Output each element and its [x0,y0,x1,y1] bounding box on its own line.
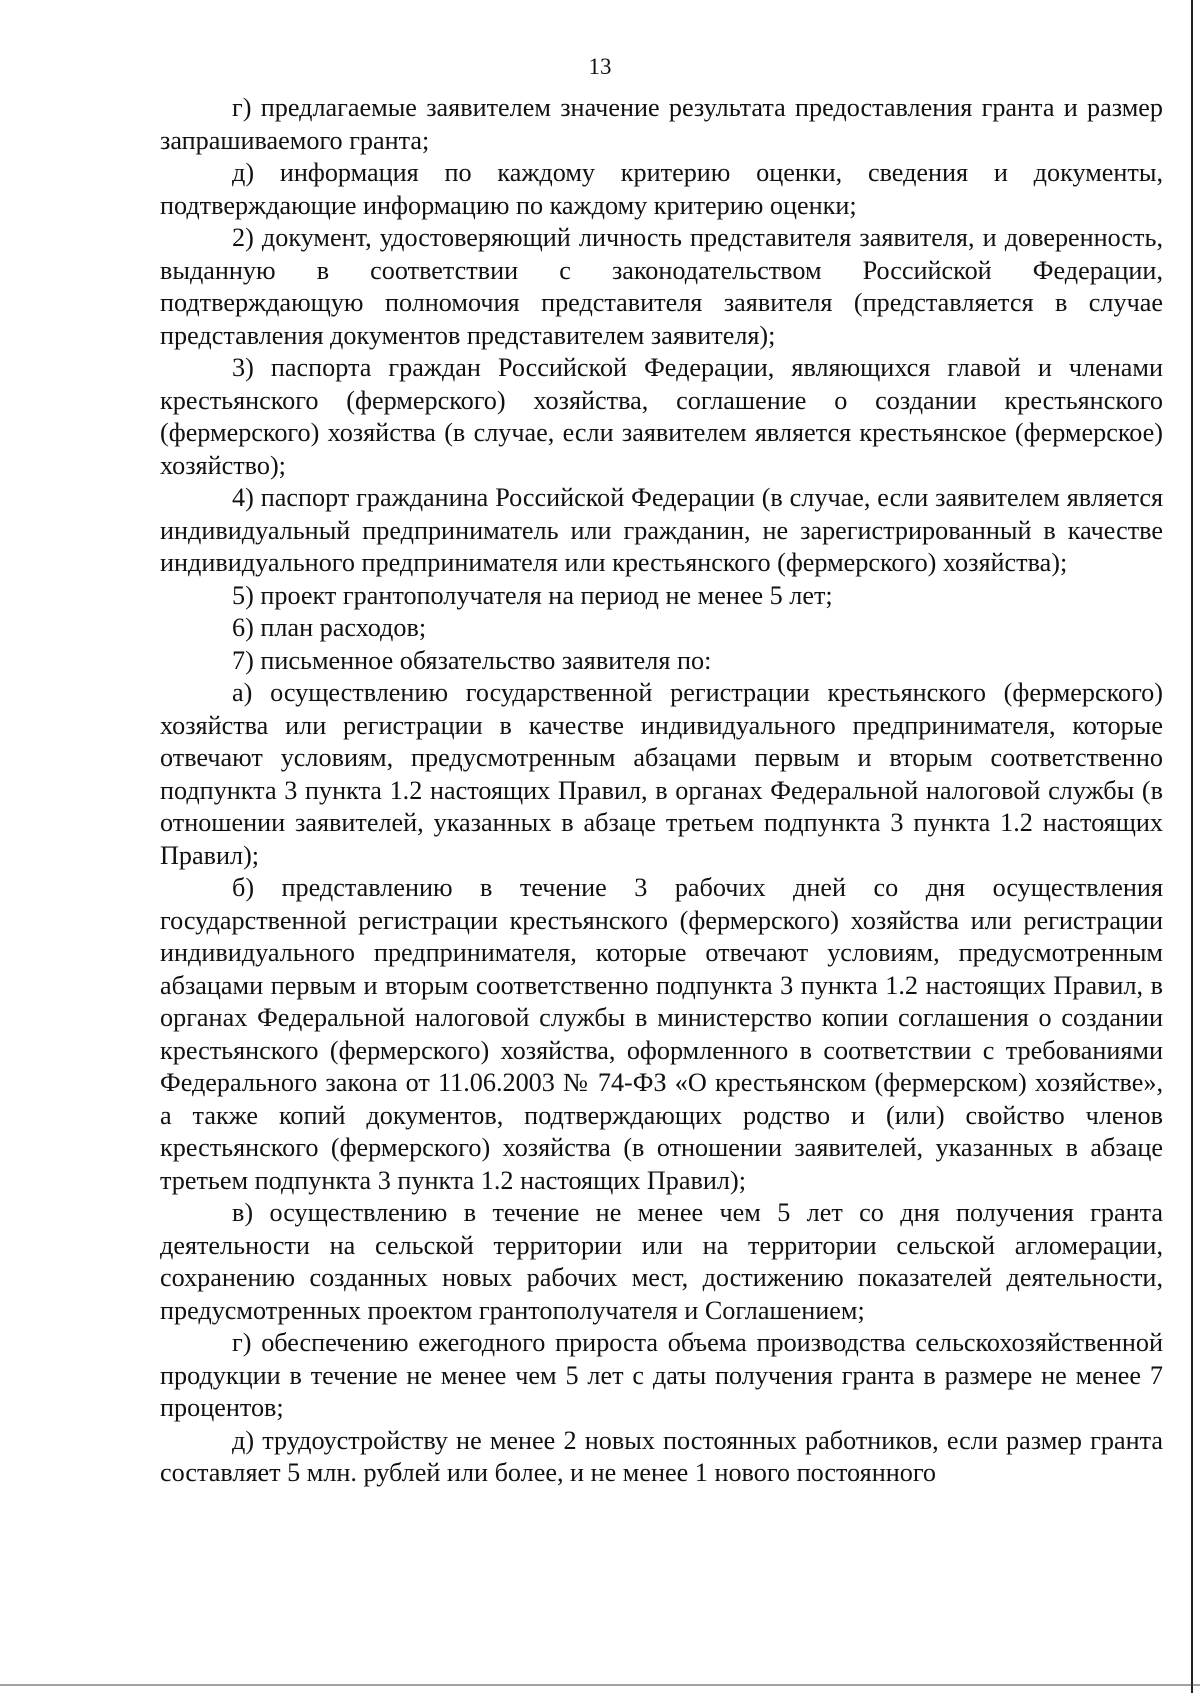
paragraph: г) обеспечению ежегодного прироста объема производства сельскохозяйственной продукции в течение не менее чем 5 лет с даты получения гранта в размере не менее 7 процентов; [160,1328,1163,1422]
paragraph: г) предлагаемые заявителем значение результата предоставления гранта и размер запрашиваемого гранта; [160,93,1163,155]
page-number: 13 [588,54,612,79]
scan-edge-bottom [0,1684,1200,1686]
paragraph: 4) паспорт гражданина Российской Федерации (в случае, если заявителем является индивидуальный предприниматель или гражданин, не зарегистрированный в качестве индивидуального предпринимателя или крестьянского (фермерского) хозяйства); [160,483,1163,577]
scan-edge-right [1191,0,1193,1693]
paragraph: д) информация по каждому критерию оценки, сведения и документы, подтверждающие информацию по каждому критерию оценки; [160,158,1163,220]
paragraph: б) представлению в течение 3 рабочих дней со дня осуществления государственной регистрации крестьянского (фермерского) хозяйства или регистрации индивидуального предпринимателя, которые отвечают условиям, предусмотренным абзацами первым и вторым соответственно подпункта 3 пункта 1.2 настоящих Правил, в органах Федеральной налоговой службы в министерство копии соглашения о создании крестьянского (фермерского) хозяйства, оформленного в соответствии с требованиями Федерального закона от 11.06.2003 № 74-ФЗ «О крестьянском (фермерском) хозяйстве», а также копий документов, подтверждающих родство и (или) свойство членов крестьянского (фермерского) хозяйства (в отношении заявителей, указанных в абзаце третьем подпункта 3 пункта 1.2 настоящих Правил); [160,873,1163,1195]
paragraph: д) трудоустройству не менее 2 новых постоянных работников, если размер гранта составляет 5 млн. рублей или более, и не менее 1 нового постоянного [160,1425,1163,1487]
paragraph: в) осуществлению в течение не менее чем 5 лет со дня получения гранта деятельности на сельской территории или на территории сельской агломерации, сохранению созданных новых рабочих мест, достижению показателей деятельности, предусмотренных проектом грантополучателя и Соглашением; [160,1198,1163,1325]
paragraph: 6) план расходов; [232,613,427,642]
document-body [160,92,1163,1490]
paragraph: 2) документ, удостоверяющий личность представителя заявителя, и доверенность, выданную в соответствии с законодательством Российской Федерации, подтверждающую полномочия представителя заявителя (представляется в случае представления документов представителем заявителя); [160,223,1163,350]
paragraph: 3) паспорта граждан Российской Федерации, являющихся главой и членами крестьянского (фермерского) хозяйства, соглашение о создании крестьянского (фермерского) хозяйства (в случае, если заявителем является крестьянское (фермерское) хозяйство); [160,353,1163,480]
paragraph: 5) проект грантополучателя на период не менее 5 лет; [232,580,833,610]
paragraph: а) осуществлению государственной регистрации крестьянского (фермерского) хозяйства или регистрации в качестве индивидуального предпринимателя, которые отвечают условиям, предусмотренным абзацами первым и вторым соответственно подпункта 3 пункта 1.2 настоящих Правил, в органах Федеральной налоговой службы (в отношении заявителей, указанных в абзаце третьем подпункта 3 пункта 1.2 настоящих Правил); [160,678,1163,870]
paragraph: 7) письменное обязательство заявителя по: [232,645,712,675]
